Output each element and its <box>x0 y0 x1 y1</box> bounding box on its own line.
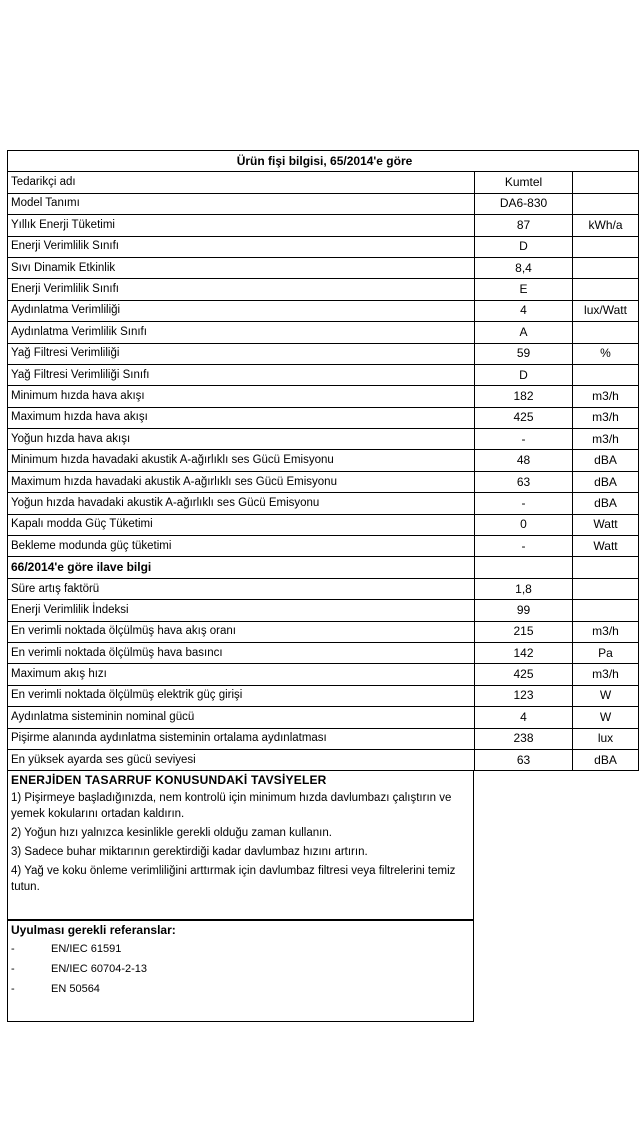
row-unit: m3/h <box>573 621 639 642</box>
references-heading: Uyulması gerekli referanslar: <box>11 923 176 938</box>
row-value: D <box>475 236 573 257</box>
reference-item <box>11 979 470 999</box>
bullet-dash: - <box>11 983 15 996</box>
row-unit <box>573 257 639 278</box>
row-label: Pişirme alanında aydınlatma sisteminin ortalama aydınlatması <box>8 728 475 749</box>
row-unit: m3/h <box>573 664 639 685</box>
row-unit <box>573 193 639 214</box>
row-value: 425 <box>475 664 573 685</box>
table-row <box>8 600 639 621</box>
row-value: 4 <box>475 707 573 728</box>
table-row <box>8 707 639 728</box>
row-label: Yoğun hızda havadaki akustik A-ağırlıklı ses Gücü Emisyonu <box>8 493 475 514</box>
table-row <box>8 215 639 236</box>
row-label: Aydınlatma Verimlilik Sınıfı <box>8 322 475 343</box>
row-unit: dBA <box>573 471 639 492</box>
row-unit <box>573 364 639 385</box>
table-row <box>8 621 639 642</box>
row-value: - <box>475 429 573 450</box>
row-value: D <box>475 364 573 385</box>
row-unit: dBA <box>573 493 639 514</box>
bullet-dash: - <box>11 943 15 956</box>
references-box <box>8 921 473 1021</box>
advice-item: 4) Yağ ve koku önleme verimliliğini arttırmak için davlumbaz filtresi veya filtrelerini temiz tutun. <box>11 865 456 894</box>
row-value: 48 <box>475 450 573 471</box>
advice-item: 3) Sadece buhar miktarının gerektirdiği kadar davlumbaz hızını artırın. <box>11 846 368 859</box>
row-label: Yağ Filtresi Verimliliği Sınıfı <box>8 364 475 385</box>
page-title: Ürün fişi bilgisi, 65/2014'e göre <box>8 151 639 172</box>
table-row <box>8 407 639 428</box>
row-label: Sıvı Dinamik Etkinlik <box>8 257 475 278</box>
bullet-dash: - <box>11 963 15 976</box>
row-label: Süre artış faktörü <box>8 578 475 599</box>
table-row <box>8 172 639 193</box>
advice-item: 1) Pişirmeye başladığınızda, nem kontrolü için minimum hızda davlumbazı çalıştırın ve yemek kokularını ortadan kaldırın. <box>11 792 452 821</box>
reference-item <box>11 939 470 959</box>
advice-box <box>7 771 474 1022</box>
row-value: 4 <box>475 300 573 321</box>
table-row <box>8 642 639 663</box>
row-value: - <box>475 493 573 514</box>
table-row <box>8 343 639 364</box>
row-value: DA6-830 <box>475 193 573 214</box>
row-value: 59 <box>475 343 573 364</box>
row-unit <box>573 172 639 193</box>
row-value: - <box>475 536 573 557</box>
row-label: Maximum hızda hava akışı <box>8 407 475 428</box>
table-row <box>8 429 639 450</box>
row-unit <box>573 600 639 621</box>
row-value: 99 <box>475 600 573 621</box>
row-label: Tedarikçi adı <box>8 172 475 193</box>
table-row <box>8 236 639 257</box>
row-unit <box>573 322 639 343</box>
row-unit: Watt <box>573 514 639 535</box>
row-value: 238 <box>475 728 573 749</box>
row-unit: Pa <box>573 642 639 663</box>
table-row <box>8 279 639 300</box>
row-label: Enerji Verimlilik Sınıfı <box>8 236 475 257</box>
row-label: Model Tanımı <box>8 193 475 214</box>
empty-cell <box>573 557 639 578</box>
row-value: 142 <box>475 642 573 663</box>
row-unit: m3/h <box>573 407 639 428</box>
table-row <box>8 257 639 278</box>
row-label: Yağ Filtresi Verimliliği <box>8 343 475 364</box>
row-label: Aydınlatma sisteminin nominal gücü <box>8 707 475 728</box>
row-value: 182 <box>475 386 573 407</box>
row-unit: m3/h <box>573 386 639 407</box>
row-label: Aydınlatma Verimliliği <box>8 300 475 321</box>
table-row <box>8 450 639 471</box>
row-value: 1,8 <box>475 578 573 599</box>
reference-code: EN 50564 <box>51 983 100 996</box>
row-unit: % <box>573 343 639 364</box>
empty-cell <box>475 557 573 578</box>
row-unit <box>573 279 639 300</box>
reference-code: EN/IEC 60704-2-13 <box>51 963 147 976</box>
row-value: 123 <box>475 685 573 706</box>
table-row <box>8 386 639 407</box>
row-value: 215 <box>475 621 573 642</box>
table-row <box>8 322 639 343</box>
row-value: 87 <box>475 215 573 236</box>
table-row <box>8 685 639 706</box>
row-label: En yüksek ayarda ses gücü seviyesi <box>8 749 475 770</box>
row-label: Yoğun hızda hava akışı <box>8 429 475 450</box>
row-unit: m3/h <box>573 429 639 450</box>
section-row <box>8 557 639 578</box>
row-value: 0 <box>475 514 573 535</box>
table-row <box>8 578 639 599</box>
row-value: 63 <box>475 749 573 770</box>
table-row <box>8 364 639 385</box>
table-row <box>8 471 639 492</box>
row-value: 425 <box>475 407 573 428</box>
row-label: Bekleme modunda güç tüketimi <box>8 536 475 557</box>
row-unit: lux/Watt <box>573 300 639 321</box>
advice-item: 2) Yoğun hızı yalnızca kesinlikle gerekli olduğu zaman kullanın. <box>11 827 332 840</box>
product-fiche <box>7 150 638 1022</box>
row-value: Kumtel <box>475 172 573 193</box>
row-value: 8,4 <box>475 257 573 278</box>
table-row <box>8 514 639 535</box>
row-unit: Watt <box>573 536 639 557</box>
row-value: 63 <box>475 471 573 492</box>
table-row <box>8 493 639 514</box>
row-unit: kWh/a <box>573 215 639 236</box>
table-row <box>8 536 639 557</box>
row-label: Enerji Verimlilik İndeksi <box>8 600 475 621</box>
row-label: Minimum hızda havadaki akustik A-ağırlıklı ses Gücü Emisyonu <box>8 450 475 471</box>
row-label: En verimli noktada ölçülmüş hava akış oranı <box>8 621 475 642</box>
row-unit: W <box>573 707 639 728</box>
row-label: Yıllık Enerji Tüketimi <box>8 215 475 236</box>
row-unit: W <box>573 685 639 706</box>
spec-table <box>7 150 639 771</box>
row-label: Maximum akış hızı <box>8 664 475 685</box>
row-unit <box>573 236 639 257</box>
row-label: En verimli noktada ölçülmüş elektrik güç girişi <box>8 685 475 706</box>
row-unit: dBA <box>573 450 639 471</box>
table-row <box>8 749 639 770</box>
table-row <box>8 193 639 214</box>
row-unit <box>573 578 639 599</box>
table-row <box>8 728 639 749</box>
reference-item <box>11 959 470 979</box>
row-label: Maximum hızda havadaki akustik A-ağırlıklı ses Gücü Emisyonu <box>8 471 475 492</box>
table-row <box>8 664 639 685</box>
advice-heading: ENERJİDEN TASARRUF KONUSUNDAKİ TAVSİYELER <box>11 773 327 788</box>
reference-code: EN/IEC 61591 <box>51 943 122 956</box>
row-unit: lux <box>573 728 639 749</box>
row-unit: dBA <box>573 749 639 770</box>
row-label: Kapalı modda Güç Tüketimi <box>8 514 475 535</box>
title-row <box>8 151 639 172</box>
row-value: A <box>475 322 573 343</box>
table-row <box>8 300 639 321</box>
row-label: Minimum hızda hava akışı <box>8 386 475 407</box>
row-label: En verimli noktada ölçülmüş hava basıncı <box>8 642 475 663</box>
row-label: Enerji Verimlilik Sınıfı <box>8 279 475 300</box>
section-heading: 66/2014'e göre ilave bilgi <box>8 557 475 578</box>
row-value: E <box>475 279 573 300</box>
